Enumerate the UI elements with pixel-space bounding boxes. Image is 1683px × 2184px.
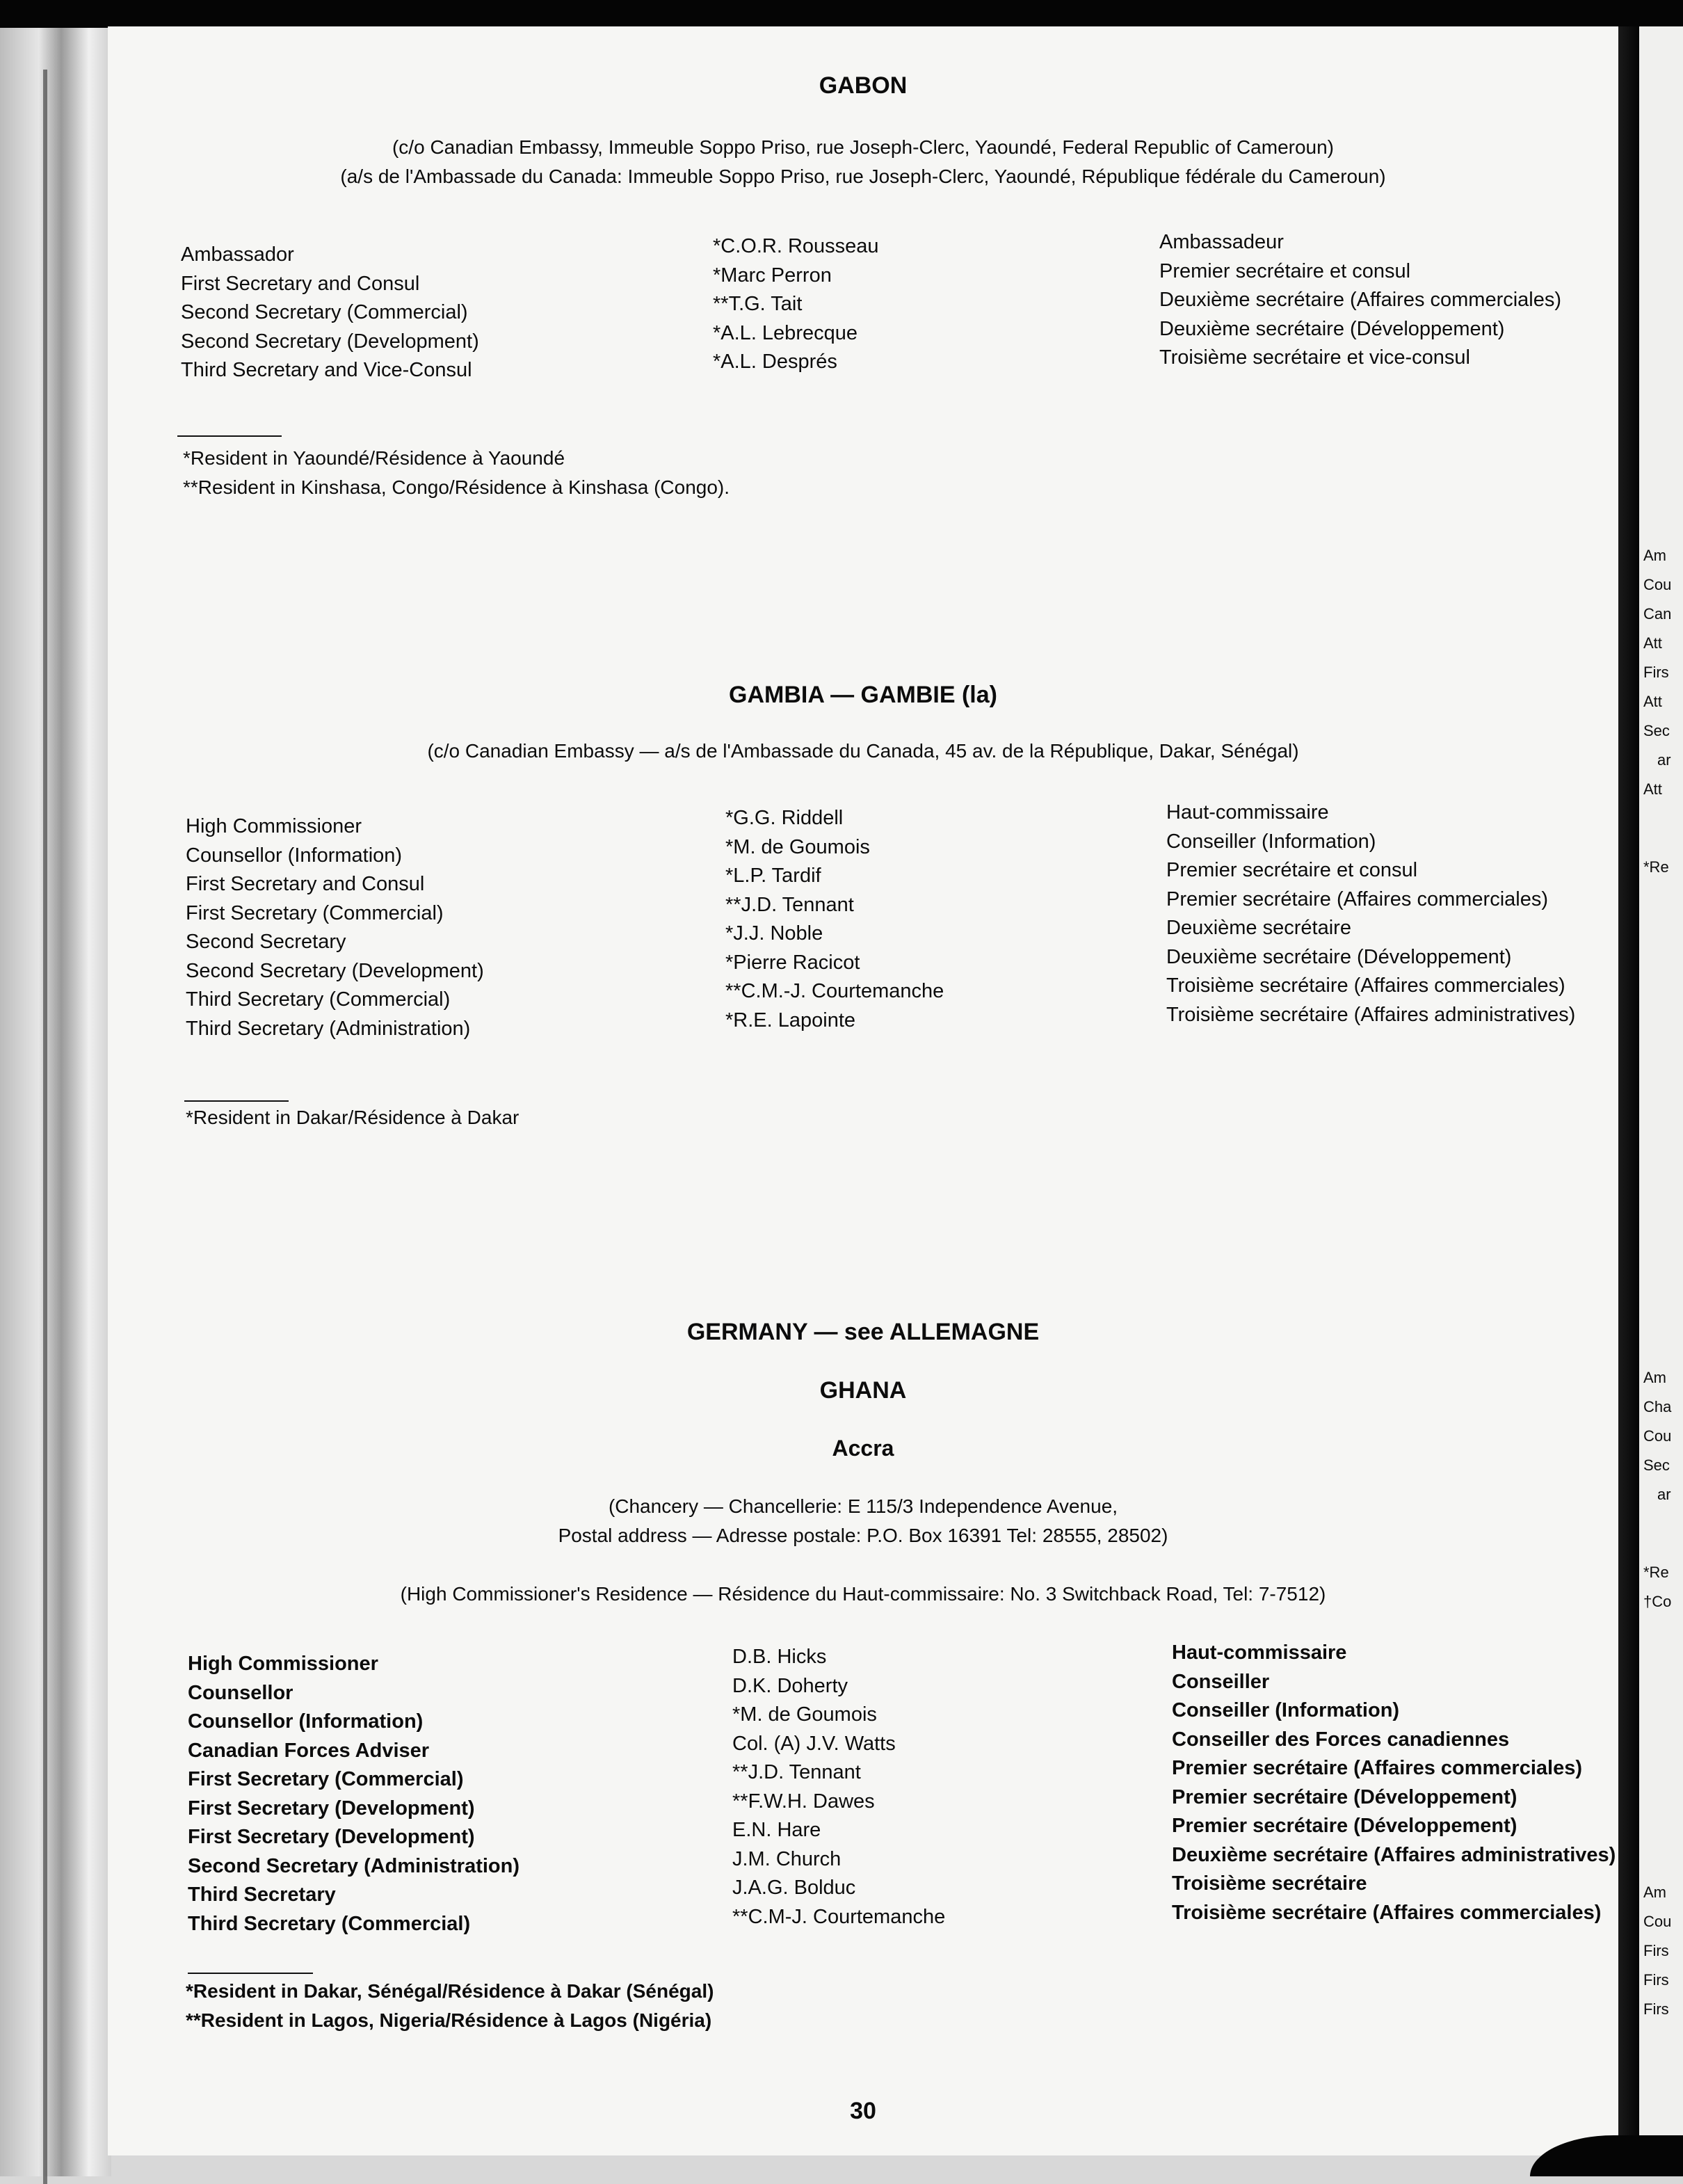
fragment: *Re [1643,858,1669,876]
list-item: D.K. Doherty [732,1674,848,1697]
book-spine [1618,26,1639,2155]
list-item: High Commissioner [186,815,362,837]
list-item: **J.D. Tennant [732,1761,861,1783]
list-item: *Marc Perron [713,264,832,287]
fragment: Sec [1643,722,1670,739]
list-item: Counsellor (Information) [188,1710,424,1733]
list-item: Third Secretary and Vice-Consul [181,359,472,381]
gabon-address-fr: (a/s de l'Ambassade du Canada: Immeuble Soppo Priso, rue Joseph-Clerc, Yaoundé, République fédérale du Cameroun) [340,166,1386,187]
gabon-titles-en [181,241,479,385]
fragment: Am [1643,1884,1666,1901]
fragment: Att [1643,780,1662,798]
fragment: Am [1643,1369,1666,1386]
fragment: *Re [1643,1564,1669,1581]
gambia-address: (c/o Canadian Embassy — a/s de l'Ambassade du Canada, 45 av. de la République, Dakar, Sénégal) [427,740,1299,762]
gabon-titles-fr [1159,228,1561,373]
list-item: *M. de Goumois [732,1703,877,1726]
list-item: Third Secretary (Commercial) [188,1912,471,1935]
ghana-titles-en [188,1650,520,1938]
list-item: *G.G. Riddell [725,807,844,829]
list-item: **C.M-J. Courtemanche [732,1905,946,1928]
fragment: †Co [1643,1593,1672,1610]
list-item: First Secretary (Commercial) [188,1768,464,1790]
list-item: Haut-commissaire [1166,801,1329,824]
list-item: Ambassadeur [1159,231,1284,253]
list-item: Third Secretary (Commercial) [186,988,451,1011]
gambia-titles-en [186,812,484,1043]
list-item: **J.D. Tennant [725,893,854,916]
gabon-names [713,232,879,377]
list-item: First Secretary (Development) [188,1797,475,1820]
list-item: Premier secrétaire (Développement) [1172,1785,1517,1808]
footnote-rule [188,1973,313,1974]
footnote: *Resident in Yaoundé/Résidence à Yaoundé [183,447,565,469]
list-item: Troisième secrétaire et vice-consul [1159,346,1470,369]
list-item: J.M. Church [732,1847,842,1870]
list-item: Deuxième secrétaire (Affaires administratives) [1172,1843,1616,1866]
list-item: **T.G. Tait [713,293,803,315]
list-item: Premier secrétaire et consul [1159,259,1411,282]
gambia-heading: GAMBIA — GAMBIE (la) [729,682,997,708]
fragment: Att [1643,634,1662,652]
fragment: Am [1643,547,1666,564]
list-item: Troisième secrétaire (Affaires commerciales) [1166,974,1565,997]
list-item: **F.W.H. Dawes [732,1790,875,1813]
list-item: Conseiller (Information) [1172,1699,1400,1721]
ghana-footnotes [186,1977,714,2035]
fragment: Can [1643,605,1672,623]
list-item: First Secretary and Consul [181,272,420,295]
footnote: *Resident in Dakar/Résidence à Dakar [186,1107,520,1128]
footnote: **Resident in Kinshasa, Congo/Résidence à Kinshasa (Congo). [183,476,730,498]
gabon-footnotes [183,444,730,502]
list-item: Ambassador [181,243,294,266]
list-item: *Pierre Racicot [725,951,860,974]
footnote-rule [177,435,282,437]
list-item: *J.J. Noble [725,922,823,945]
fragment: Cou [1643,576,1672,593]
list-item: First Secretary (Commercial) [186,901,444,924]
footnote-rule [184,1100,289,1102]
list-item: Premier secrétaire (Développement) [1172,1815,1517,1837]
list-item: First Secretary and Consul [186,873,425,895]
list-item: Deuxième secrétaire (Affaires commerciales) [1159,289,1562,311]
list-item: Col. (A) J.V. Watts [732,1732,896,1755]
list-item: Second Secretary (Administration) [188,1854,520,1877]
list-item: *A.L. Lebrecque [713,321,857,344]
list-item: Second Secretary (Development) [181,330,479,353]
fragment: Att [1643,693,1662,710]
fragment: Firs [1643,1942,1669,1959]
list-item: Second Secretary (Development) [186,959,484,982]
list-item: Deuxième secrétaire (Développement) [1166,945,1512,968]
list-item: Counsellor [188,1681,293,1704]
list-item: *C.O.R. Rousseau [713,235,879,257]
list-item: *A.L. Després [713,351,837,373]
list-item: Troisième secrétaire (Affaires administratives) [1166,1003,1576,1026]
ghana-residence: (High Commissioner's Residence — Résidence du Haut-commissaire: No. 3 Switchback Road, Tel: 7-7512) [400,1583,1326,1605]
list-item: *L.P. Tardif [725,865,821,887]
list-item: Deuxième secrétaire [1166,917,1351,939]
list-item: Second Secretary (Commercial) [181,301,468,323]
adjacent-page-edge [1639,26,1683,2155]
ghana-postal-address: Postal address — Adresse postale: P.O. Box 16391 Tel: 28555, 28502) [558,1525,1168,1546]
fragment: Cou [1643,1913,1672,1930]
fragment: Firs [1643,664,1669,681]
list-item: *M. de Goumois [725,835,870,858]
list-item: Premier secrétaire et consul [1166,859,1418,881]
ghana-names [732,1643,945,1932]
list-item: E.N. Hare [732,1819,821,1841]
list-item: D.B. Hicks [732,1646,827,1668]
gabon-address-en: (c/o Canadian Embassy, Immeuble Soppo Priso, rue Joseph-Clerc, Yaoundé, Federal Republic of Cameroun) [392,136,1335,158]
germany-heading: GERMANY — see ALLEMAGNE [686,1319,1040,1345]
list-item: Deuxième secrétaire (Développement) [1159,317,1505,340]
list-item: Premier secrétaire (Affaires commerciales) [1172,1757,1582,1779]
list-item: Third Secretary (Administration) [186,1017,471,1040]
list-item: Second Secretary [186,931,346,953]
list-item: Premier secrétaire (Affaires commerciales) [1166,888,1548,910]
gambia-footnotes [186,1103,519,1132]
list-item: Conseiller [1172,1670,1270,1693]
list-item: Conseiller (Information) [1166,830,1376,853]
ghana-city: Accra [832,1436,894,1461]
list-item: Troisième secrétaire [1172,1872,1367,1895]
ghana-chancery: (Chancery — Chancellerie: E 115/3 Independence Avenue, [608,1495,1118,1517]
fragment: Sec [1643,1456,1670,1474]
footnote: *Resident in Dakar, Sénégal/Résidence à Dakar (Sénégal) [186,1980,714,2002]
list-item: First Secretary (Development) [188,1826,475,1848]
fragment: ar [1657,751,1671,769]
footnote: **Resident in Lagos, Nigeria/Résidence à Lagos (Nigéria) [186,2009,712,2031]
list-item: Conseiller des Forces canadiennes [1172,1728,1510,1751]
gambia-names [725,804,944,1035]
list-item: Canadian Forces Adviser [188,1739,430,1762]
list-item: Troisième secrétaire (Affaires commerciales) [1172,1901,1602,1924]
scan-top-edge [0,0,1683,28]
page-number: 30 [850,2098,876,2124]
gabon-heading: GABON [819,72,908,99]
document-page [108,26,1618,2155]
fragment: Firs [1643,1971,1669,1989]
list-item: Third Secretary [188,1884,336,1906]
gutter-shadow [43,70,47,2184]
fragment: Cou [1643,1427,1672,1445]
list-item: Haut-commissaire [1172,1641,1347,1664]
fragment: Cha [1643,1398,1672,1415]
list-item: **C.M.-J. Courtemanche [725,980,944,1002]
list-item: Counsellor (Information) [186,844,403,867]
ghana-titles-fr [1172,1639,1616,1927]
list-item: High Commissioner [188,1653,378,1675]
gambia-titles-fr [1166,798,1575,1029]
fragment: ar [1657,1486,1671,1503]
fragment: Firs [1643,2000,1669,2018]
list-item: J.A.G. Bolduc [732,1877,856,1899]
book-gutter [0,28,111,2176]
ghana-heading: GHANA [819,1377,907,1404]
list-item: *R.E. Lapointe [725,1009,856,1031]
